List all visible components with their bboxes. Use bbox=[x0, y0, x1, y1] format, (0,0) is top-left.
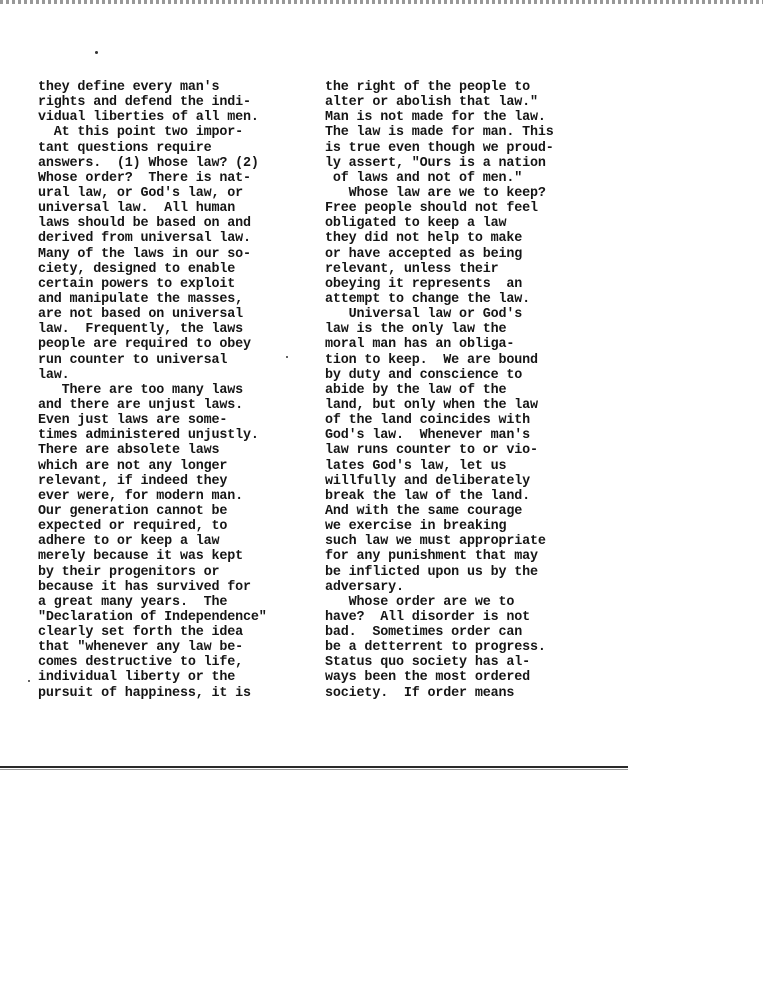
text-line: and there are unjust laws. bbox=[38, 397, 244, 413]
text-line: be inflicted upon us by the bbox=[325, 564, 538, 580]
text-line: people are required to obey bbox=[38, 337, 251, 353]
page-bottom-rule-shadow bbox=[0, 769, 628, 770]
text-line: Universal law or God's bbox=[325, 307, 523, 323]
text-line: for any punishment that may bbox=[325, 549, 538, 565]
text-line: ever were, for modern man. bbox=[38, 488, 244, 504]
text-line: obligated to keep a law bbox=[325, 216, 507, 232]
text-line: tant questions require bbox=[38, 140, 212, 156]
text-line: Even just laws are some- bbox=[38, 413, 228, 429]
text-line: universal law. All human bbox=[38, 201, 236, 217]
text-line: be a detterrent to progress. bbox=[325, 640, 546, 656]
text-line: obeying it represents an bbox=[325, 276, 523, 292]
text-line: vidual liberties of all men. bbox=[38, 110, 259, 126]
text-line: laws should be based on and bbox=[38, 216, 251, 232]
text-line: land, but only when the law bbox=[325, 397, 538, 413]
page-bottom-rule bbox=[0, 766, 628, 768]
text-line: we exercise in breaking bbox=[325, 519, 507, 535]
text-line: Whose order are we to bbox=[325, 594, 515, 610]
text-line: ways been the most ordered bbox=[325, 670, 531, 686]
text-line: Free people should not feel bbox=[325, 201, 538, 217]
text-line: The law is made for man. This bbox=[325, 125, 554, 141]
text-line: Status quo society has al- bbox=[325, 655, 531, 671]
text-line: ly assert, "Ours is a nation bbox=[325, 155, 546, 171]
text-line: the right of the people to bbox=[325, 80, 531, 95]
text-line: adversary. bbox=[325, 579, 404, 595]
text-line: alter or abolish that law." bbox=[325, 95, 538, 111]
text-line: because it has survived for bbox=[38, 579, 251, 595]
text-line: Man is not made for the law. bbox=[325, 110, 546, 126]
text-line: There are absolete laws bbox=[38, 443, 220, 459]
text-line: And with the same courage bbox=[325, 503, 523, 519]
text-line: Whose law are we to keep? bbox=[325, 185, 546, 201]
text-line: are not based on universal bbox=[38, 307, 244, 323]
text-line: by duty and conscience to bbox=[325, 367, 523, 383]
text-line: times administered unjustly. bbox=[38, 428, 259, 444]
text-line: rights and defend the indi- bbox=[38, 95, 251, 111]
text-line: comes destructive to life, bbox=[38, 655, 244, 671]
text-line: or have accepted as being bbox=[325, 246, 523, 262]
text-line: break the law of the land. bbox=[325, 488, 531, 504]
text-line: derived from universal law. bbox=[38, 231, 251, 247]
text-line: relevant, unless their bbox=[325, 261, 499, 277]
page-speck bbox=[28, 680, 30, 682]
text-line: merely because it was kept bbox=[38, 549, 244, 565]
text-line: Whose order? There is nat- bbox=[38, 170, 251, 186]
text-line: Many of the laws in our so- bbox=[38, 246, 251, 262]
scan-top-edge bbox=[0, 0, 763, 4]
text-line: adhere to or keep a law bbox=[38, 534, 220, 550]
text-line: they did not help to make bbox=[325, 231, 523, 247]
text-line: "Declaration of Independence" bbox=[38, 609, 267, 625]
text-line: moral man has an obliga- bbox=[325, 337, 515, 353]
text-line: willfully and deliberately bbox=[325, 473, 531, 489]
text-line: that "whenever any law be- bbox=[38, 640, 244, 656]
text-line: Our generation cannot be bbox=[38, 503, 228, 519]
text-line: which are not any longer bbox=[38, 458, 228, 474]
text-line: attempt to change the law. bbox=[325, 291, 531, 307]
text-line: answers. (1) Whose law? (2) bbox=[38, 155, 259, 171]
text-line: law runs counter to or vio- bbox=[325, 443, 538, 459]
text-line: ural law, or God's law, or bbox=[38, 185, 244, 201]
left-column bbox=[38, 80, 300, 701]
text-line: There are too many laws bbox=[38, 382, 244, 398]
text-line: abide by the law of the bbox=[325, 382, 507, 398]
text-line: they define every man's bbox=[38, 80, 220, 95]
text-line: tion to keep. We are bound bbox=[325, 352, 538, 368]
text-line: bad. Sometimes order can bbox=[325, 625, 523, 641]
text-line: of laws and not of men." bbox=[325, 170, 523, 186]
text-line: of the land coincides with bbox=[325, 413, 531, 429]
text-line: clearly set forth the idea bbox=[38, 625, 244, 641]
text-line: have? All disorder is not bbox=[325, 609, 531, 625]
right-column bbox=[325, 80, 590, 701]
text-line: run counter to universal bbox=[38, 352, 228, 368]
text-line: law is the only law the bbox=[325, 322, 507, 338]
text-line: law. Frequently, the laws bbox=[38, 322, 244, 338]
text-line: by their progenitors or bbox=[38, 564, 220, 580]
text-line: lates God's law, let us bbox=[325, 458, 507, 474]
text-line: relevant, if indeed they bbox=[38, 473, 228, 489]
page-speck bbox=[95, 51, 98, 54]
text-line: is true even though we proud- bbox=[325, 140, 554, 156]
text-line: such law we must appropriate bbox=[325, 534, 546, 550]
text-line: and manipulate the masses, bbox=[38, 291, 244, 307]
text-line: pursuit of happiness, it is bbox=[38, 685, 251, 701]
text-line: expected or required, to bbox=[38, 519, 228, 535]
text-line: individual liberty or the bbox=[38, 670, 236, 686]
text-line: a great many years. The bbox=[38, 594, 228, 610]
text-line: At this point two impor- bbox=[38, 125, 244, 141]
text-line: ciety, designed to enable bbox=[38, 261, 236, 277]
text-line: God's law. Whenever man's bbox=[325, 428, 531, 444]
text-line: society. If order means bbox=[325, 685, 515, 701]
text-line: law. bbox=[38, 367, 70, 383]
text-line: certain powers to exploit bbox=[38, 276, 236, 292]
